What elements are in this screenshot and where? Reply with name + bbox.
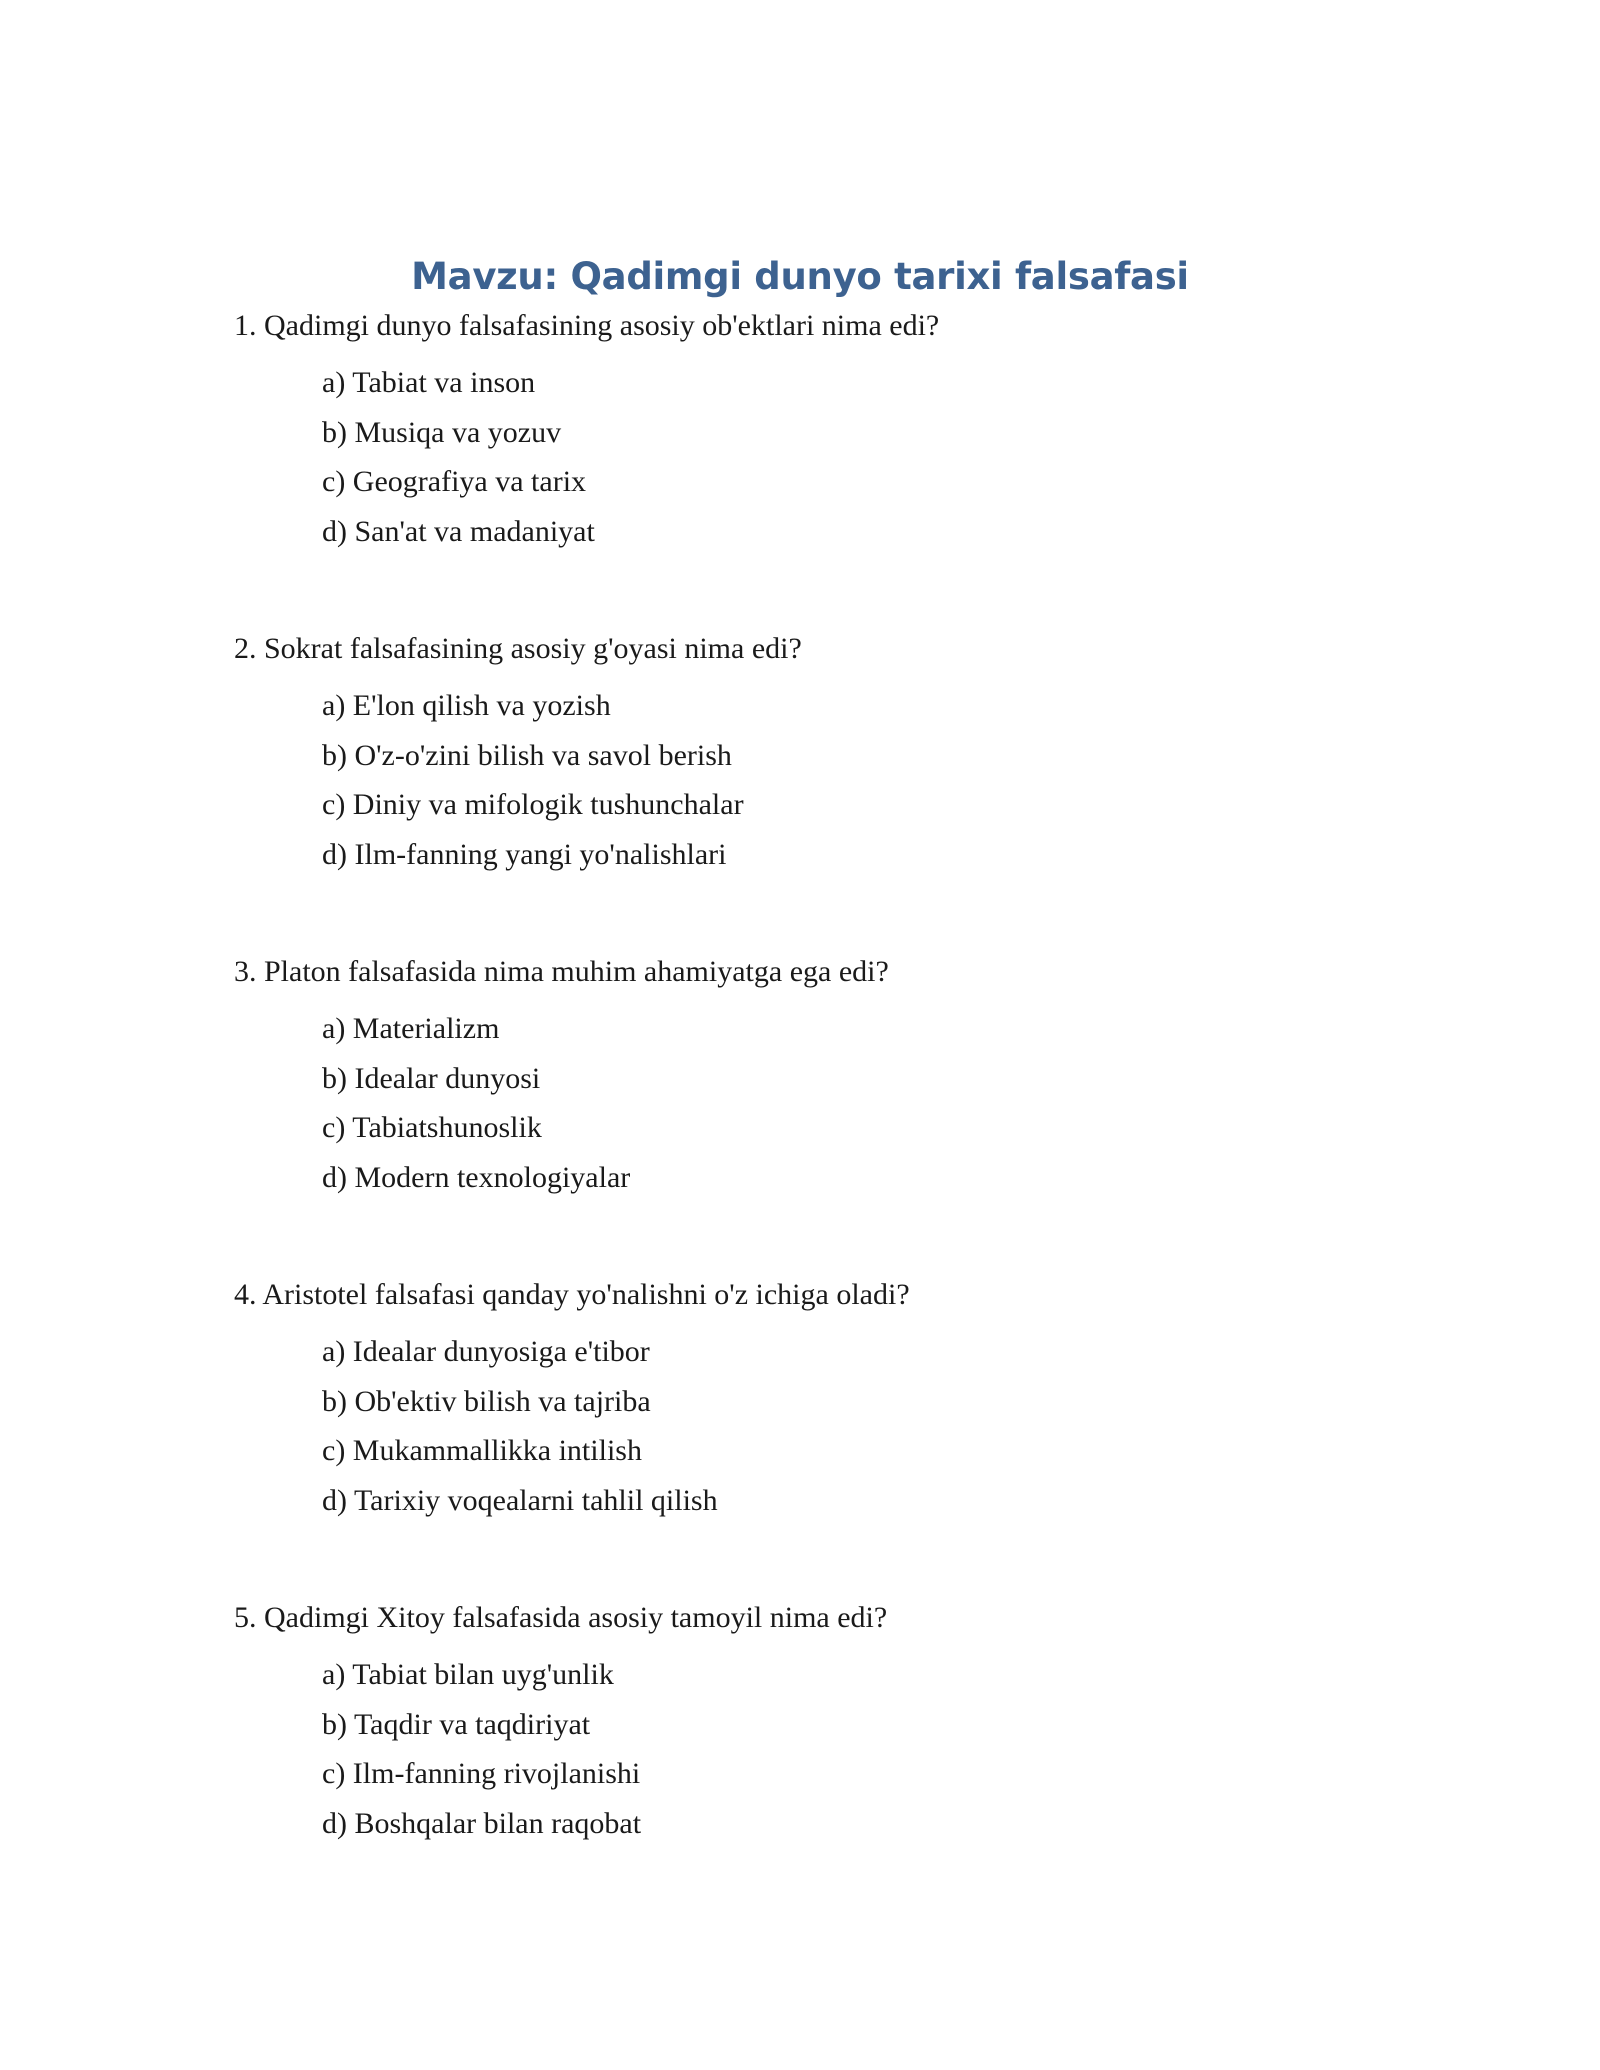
- answer-option-a: a) Idealar dunyosiga e'tibor: [322, 1335, 650, 1368]
- answer-options: [234, 686, 1434, 875]
- question-text: 1. Qadimgi dunyo falsafasining asosiy ob'ektlari nima edi?: [234, 309, 940, 342]
- answer-option-d: d) Modern texnologiyalar: [322, 1160, 631, 1194]
- answer-option-d: d) Boshqalar bilan raqobat: [322, 1806, 642, 1840]
- answer-options: [234, 1332, 1434, 1521]
- answer-option-a: a) Tabiat va inson: [322, 366, 536, 399]
- answer-option-c: c) Geografiya va tarix: [322, 465, 587, 498]
- question-text: 4. Aristotel falsafasi qanday yo'nalishni o'z ichiga oladi?: [234, 1278, 910, 1311]
- question-text: 3. Platon falsafasida nima muhim ahamiyatga ega edi?: [234, 955, 889, 988]
- answer-option-d: d) San'at va madaniyat: [322, 514, 595, 548]
- question-5: [234, 1598, 1434, 1921]
- answer-option-b: b) Taqdir va taqdiriyat: [322, 1707, 591, 1741]
- answer-option-d: d) Ilm-fanning yangi yo'nalishlari: [322, 837, 727, 871]
- answer-option-b: b) Musiqa va yozuv: [322, 415, 562, 449]
- answer-option-b: b) Idealar dunyosi: [322, 1061, 541, 1095]
- question-text: 2. Sokrat falsafasining asosiy g'oyasi nima edi?: [234, 632, 802, 665]
- answer-option-a: a) Tabiat bilan uyg'unlik: [322, 1658, 614, 1691]
- answer-options: [234, 1655, 1434, 1844]
- answer-option-a: a) E'lon qilish va yozish: [322, 689, 611, 722]
- answer-option-a: a) Materializm: [322, 1012, 500, 1045]
- answer-option-b: b) Ob'ektiv bilish va tajriba: [322, 1384, 651, 1418]
- answer-option-c: c) Mukammallikka intilish: [322, 1434, 642, 1467]
- answer-options: [234, 1009, 1434, 1198]
- answer-option-c: c) Ilm-fanning rivojlanishi: [322, 1757, 641, 1790]
- page-title: Mavzu: Qadimgi dunyo tarixi falsafasi: [411, 255, 1189, 298]
- question-2: [234, 629, 1434, 952]
- answer-option-d: d) Tarixiy voqealarni tahlil qilish: [322, 1483, 718, 1517]
- question-3: [234, 952, 1434, 1275]
- answer-option-c: c) Tabiatshunoslik: [322, 1111, 542, 1144]
- question-4: [234, 1275, 1434, 1598]
- answer-option-c: c) Diniy va mifologik tushunchalar: [322, 788, 744, 821]
- question-1: [234, 306, 1434, 629]
- answer-option-b: b) O'z-o'zini bilish va savol berish: [322, 738, 732, 772]
- answer-options: [234, 363, 1434, 552]
- question-list: [234, 306, 1434, 1921]
- question-text: 5. Qadimgi Xitoy falsafasida asosiy tamoyil nima edi?: [234, 1601, 888, 1634]
